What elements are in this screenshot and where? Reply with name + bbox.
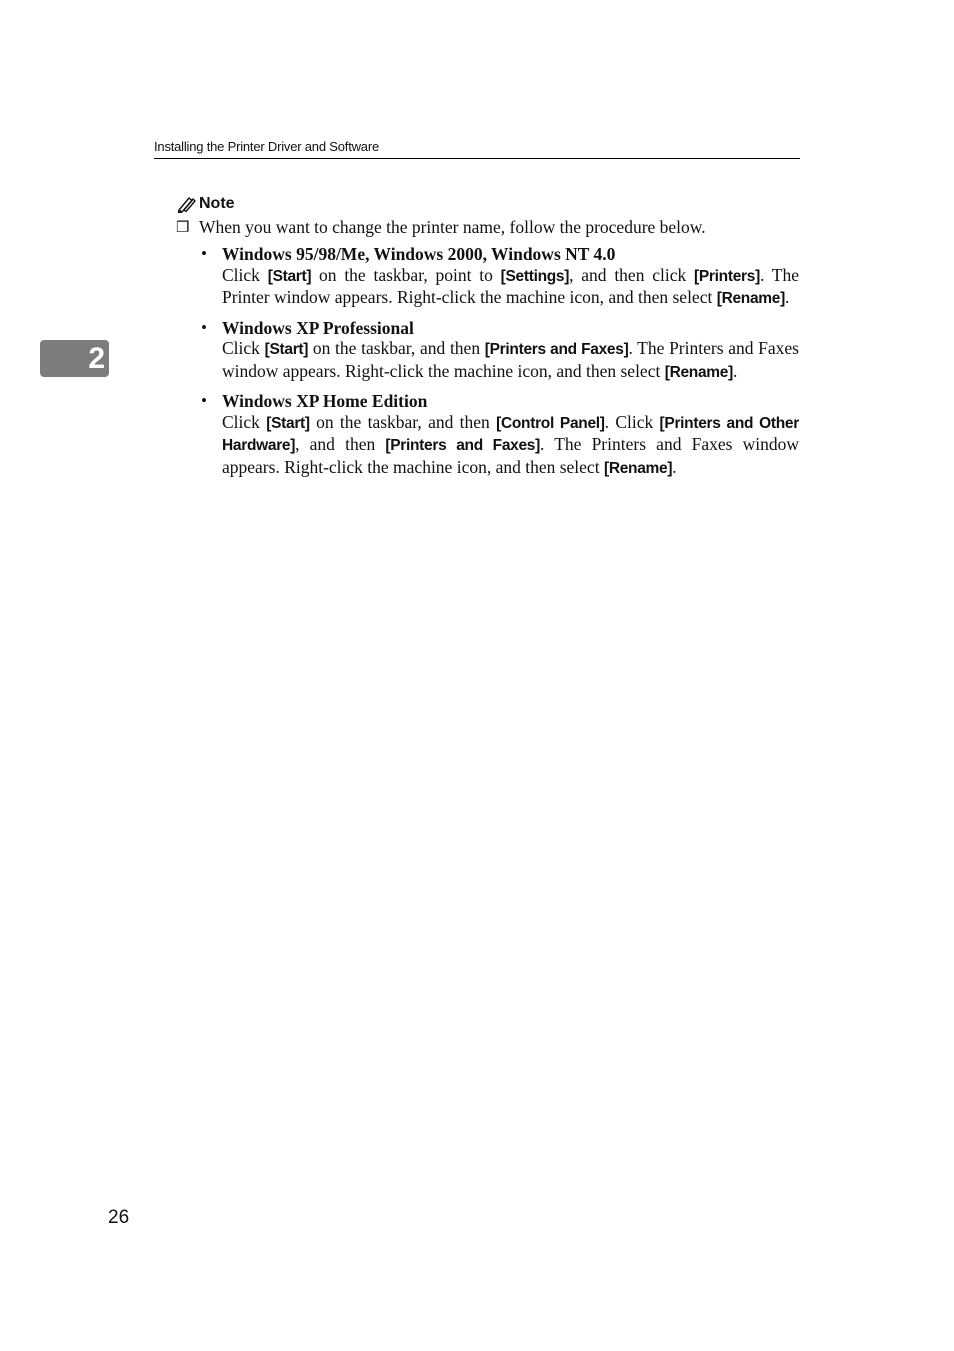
section-body: [222, 412, 799, 477]
section-title: Windows XP Professional: [222, 317, 414, 338]
running-header: Installing the Printer Driver and Software: [154, 139, 800, 159]
bullet-icon: •: [201, 391, 207, 410]
note-label: Note: [199, 195, 235, 212]
bullet-icon: •: [201, 317, 207, 337]
ui-command: [Rename]: [716, 290, 785, 307]
checkbox-icon: ❒: [176, 218, 190, 236]
body-text: . The Printers and Faxes window appears. Right-click the machine icon, and then select: [222, 434, 799, 477]
body-text: on the taskbar, and then: [308, 338, 485, 358]
body-text: Click: [222, 338, 265, 358]
note-item: [176, 216, 800, 238]
body-text: . The Printers and Faxes window appears. Right-click the machine icon, and then select: [222, 338, 799, 381]
section-title: Windows XP Home Edition: [222, 391, 428, 411]
ui-command: [Printers]: [694, 267, 760, 285]
bullet-icon: •: [201, 244, 207, 263]
body-text: .: [672, 456, 677, 477]
ui-command: [Rename]: [603, 459, 673, 477]
page-number: 26: [108, 1207, 130, 1228]
list-item: [201, 318, 799, 384]
list-item: [201, 391, 799, 479]
section-title: Windows 95/98/Me, Windows 2000, Windows NT 4.0: [222, 244, 616, 264]
ui-command: [Printers and Faxes]: [484, 341, 629, 358]
os-instructions-list: [201, 244, 799, 479]
body-text: on the taskbar, point to: [311, 264, 501, 285]
ui-command: [Printers and Faxes]: [385, 437, 540, 454]
body-text: , and then: [295, 434, 386, 454]
section-body: [222, 338, 799, 381]
body-text: on the taskbar, and then: [309, 411, 497, 432]
body-text: . Click: [604, 411, 660, 432]
ui-command: [Settings]: [500, 267, 570, 285]
list-item: [201, 244, 799, 310]
body-text: Click: [222, 264, 268, 285]
body-text: .: [732, 360, 738, 381]
body-text: , and then click: [569, 264, 695, 285]
chapter-tab: 2: [40, 340, 109, 377]
body-text: . The Printer window appears. Right-click the machine icon, and then select: [222, 264, 799, 307]
body-text: Click: [222, 411, 267, 432]
body-text: .: [784, 287, 790, 307]
pencil-icon: [176, 195, 196, 213]
ui-command: [Printers and Other Hardware]: [222, 414, 799, 454]
section-body: [222, 265, 799, 308]
note-heading: [176, 193, 235, 215]
ui-command: [Start]: [267, 267, 312, 285]
ui-command: [Rename]: [664, 363, 733, 381]
ui-command: [Control Panel]: [496, 414, 605, 432]
ui-command: [Start]: [266, 414, 310, 432]
note-intro: When you want to change the printer name, follow the procedure below.: [199, 217, 706, 237]
ui-command: [Start]: [264, 341, 309, 358]
